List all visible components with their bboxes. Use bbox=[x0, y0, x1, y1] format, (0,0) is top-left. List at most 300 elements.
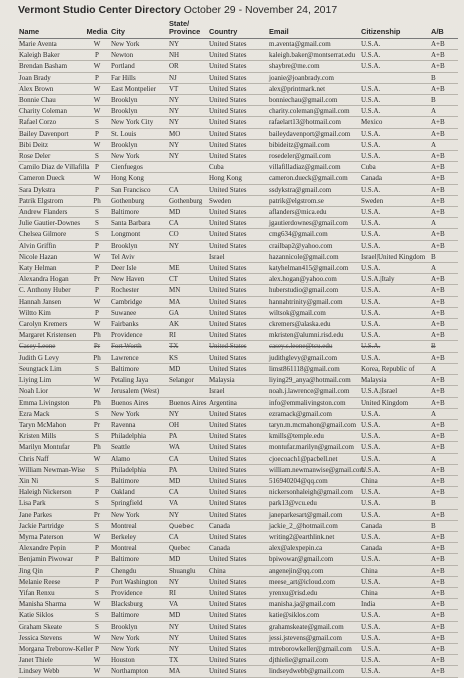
cell-ab: B bbox=[430, 520, 458, 531]
cell-ab: A+B bbox=[430, 207, 458, 218]
cell-state: MD bbox=[168, 363, 208, 374]
table-row bbox=[18, 375, 458, 386]
cell-state: NY bbox=[168, 39, 208, 50]
cell-media: W bbox=[84, 386, 110, 397]
cell-name: Bailey Davenport bbox=[18, 128, 84, 139]
cell-city: Portland bbox=[110, 61, 168, 72]
cell-citizenship: U.S.A. bbox=[360, 263, 430, 274]
cell-citizenship: U.S.A. bbox=[360, 39, 430, 50]
table-row bbox=[18, 72, 458, 83]
cell-citizenship: U.S.A. bbox=[360, 666, 430, 677]
cell-city: Cienfuegos bbox=[110, 162, 168, 173]
cell-city: Lawrence bbox=[110, 352, 168, 363]
cell-city: Far Hills bbox=[110, 72, 168, 83]
cell-email: aflanders@mica.edu bbox=[268, 207, 360, 218]
cell-state: VA bbox=[168, 599, 208, 610]
cell-citizenship: Cuba bbox=[360, 162, 430, 173]
column-header-email: Email bbox=[268, 20, 360, 39]
cell-city: Baltimore bbox=[110, 475, 168, 486]
table-row bbox=[18, 352, 458, 363]
cell-media: P bbox=[84, 543, 110, 554]
table-row bbox=[18, 431, 458, 442]
cell-city: Brooklyn bbox=[110, 621, 168, 632]
cell-email: katyhelman415@gmail.com bbox=[268, 263, 360, 274]
cell-media: Ph bbox=[84, 397, 110, 408]
cell-media: W bbox=[84, 106, 110, 117]
cell-city: New York bbox=[110, 39, 168, 50]
cell-state: CA bbox=[168, 531, 208, 542]
cell-ab: A+B bbox=[430, 576, 458, 587]
cell-ab: A+B bbox=[430, 587, 458, 598]
cell-state: NY bbox=[168, 95, 208, 106]
title-text: Vermont Studio Center Directory bbox=[18, 4, 181, 16]
cell-ab: A+B bbox=[430, 296, 458, 307]
cell-citizenship: U.S.A. bbox=[360, 419, 430, 430]
cell-email: hazannicole@gmail.com bbox=[268, 251, 360, 262]
cell-city: Santa Barbara bbox=[110, 218, 168, 229]
cell-country: Cuba bbox=[208, 162, 268, 173]
cell-media: S bbox=[84, 475, 110, 486]
table-row bbox=[18, 128, 458, 139]
cell-citizenship: U.S.A. bbox=[360, 307, 430, 318]
cell-email: mtreborowkeller@gmail.com bbox=[268, 643, 360, 654]
cell-state: NY bbox=[168, 576, 208, 587]
cell-country: United States bbox=[208, 509, 268, 520]
table-row bbox=[18, 442, 458, 453]
table-row bbox=[18, 61, 458, 72]
cell-media: Pr bbox=[84, 274, 110, 285]
cell-name: Camilo Diaz de Villafilla bbox=[19, 163, 90, 172]
cell-citizenship: U.S.A. bbox=[360, 218, 430, 229]
table-row bbox=[18, 587, 458, 598]
cell-state: NY bbox=[168, 621, 208, 632]
cell-email: huberstudio@gmail.com bbox=[268, 285, 360, 296]
cell-citizenship: U.S.A.|Israel bbox=[360, 386, 430, 397]
cell-ab: A+B bbox=[430, 666, 458, 677]
cell-email: crailbap2@yahoo.com bbox=[268, 240, 360, 251]
cell-name: Sara Dykstra bbox=[18, 184, 84, 195]
cell-citizenship: U.S.A.|Italy bbox=[360, 274, 430, 285]
cell-media: S bbox=[84, 464, 110, 475]
cell-name: Cameron Dueck bbox=[18, 173, 84, 184]
table-row bbox=[18, 218, 458, 229]
column-header-name: Name bbox=[18, 20, 84, 39]
table-row bbox=[18, 296, 458, 307]
cell-state: NY bbox=[168, 240, 208, 251]
cell-city: Chengdu bbox=[110, 565, 168, 576]
cell-citizenship: Canada bbox=[360, 173, 430, 184]
cell-ab: A+B bbox=[430, 599, 458, 610]
cell-country: United States bbox=[208, 408, 268, 419]
cell-ab: A+B bbox=[430, 431, 458, 442]
cell-citizenship: Sweden bbox=[360, 195, 430, 206]
table-row bbox=[18, 117, 458, 128]
cell-citizenship: U.S.A. bbox=[360, 509, 430, 520]
cell-country: United States bbox=[208, 498, 268, 509]
cell-country: United States bbox=[208, 61, 268, 72]
cell-email: janeparkesart@gmail.com bbox=[268, 509, 360, 520]
cell-citizenship: U.S.A. bbox=[360, 207, 430, 218]
cell-state: MO bbox=[168, 128, 208, 139]
cell-ab: A+B bbox=[430, 229, 458, 240]
cell-state: Quebec bbox=[168, 543, 208, 554]
cell-state: NH bbox=[168, 50, 208, 61]
cell-email: jessi.jstevens@gmail.com bbox=[268, 632, 360, 643]
cell-country: United States bbox=[208, 341, 268, 352]
cell-media: S bbox=[84, 117, 110, 128]
cell-email: lindseydwebb@gmail.com bbox=[268, 666, 360, 677]
cell-city: Tel Aviv bbox=[110, 251, 168, 262]
cell-country: United States bbox=[208, 307, 268, 318]
cell-name: Janet Thiele bbox=[18, 655, 84, 666]
cell-name: Joan Brady bbox=[18, 72, 84, 83]
cell-name: Casey Leone bbox=[18, 341, 84, 352]
table-row bbox=[18, 386, 458, 397]
cell-citizenship: U.S.A. bbox=[360, 128, 430, 139]
table-row bbox=[18, 475, 458, 486]
table-row bbox=[18, 319, 458, 330]
cell-state: Quebec bbox=[168, 520, 208, 531]
cell-country: Hong Kong bbox=[208, 173, 268, 184]
cell-ab: A+B bbox=[430, 128, 458, 139]
cell-name: Lindsey Webb bbox=[18, 666, 84, 677]
cell-media: W bbox=[84, 95, 110, 106]
cell-media: P bbox=[84, 285, 110, 296]
cell-city: Houston bbox=[110, 655, 168, 666]
cell-name: Nicole Hazan bbox=[18, 251, 84, 262]
cell-city: East Montpelier bbox=[110, 83, 168, 94]
cell-country: United States bbox=[208, 587, 268, 598]
table-row bbox=[18, 274, 458, 285]
cell-media: P bbox=[84, 128, 110, 139]
cell-name: Patrik Elgstrom bbox=[18, 195, 84, 206]
header-row bbox=[18, 20, 458, 39]
cell-country: Canada bbox=[208, 543, 268, 554]
cell-media: S bbox=[84, 621, 110, 632]
cell-state: CO bbox=[168, 229, 208, 240]
cell-ab: A+B bbox=[430, 61, 458, 72]
cell-state: NY bbox=[168, 643, 208, 654]
cell-name: Chris Naff bbox=[18, 453, 84, 464]
table-row bbox=[18, 408, 458, 419]
cell-email: ssdykstra@gmail.com bbox=[268, 184, 360, 195]
cell-city: Port Washington bbox=[110, 576, 168, 587]
cell-name: Taryn McMahon bbox=[18, 419, 84, 430]
cell-email: ckremers@alaska.edu bbox=[268, 319, 360, 330]
cell-citizenship: U.S.A. bbox=[360, 240, 430, 251]
cell-name: Julie Gautier-Downes bbox=[18, 218, 84, 229]
cell-citizenship: China bbox=[360, 565, 430, 576]
cell-country: United States bbox=[208, 274, 268, 285]
cell-country: United States bbox=[208, 319, 268, 330]
cell-name: Haleigh Nickerson bbox=[18, 487, 84, 498]
cell-name: Kristen Mills bbox=[18, 431, 84, 442]
cell-email: kmills@temple.edu bbox=[268, 431, 360, 442]
cell-ab: A+B bbox=[430, 487, 458, 498]
cell-citizenship: Canada bbox=[360, 543, 430, 554]
cell-email: jackie_2_@hotmail.com bbox=[268, 520, 360, 531]
cell-ab: A+B bbox=[430, 184, 458, 195]
table-row bbox=[18, 397, 458, 408]
cell-media: P bbox=[84, 184, 110, 195]
cell-media: P bbox=[84, 643, 110, 654]
column-header-country: Country bbox=[208, 20, 268, 39]
cell-citizenship: Mexico bbox=[360, 117, 430, 128]
cell-citizenship: U.S.A. bbox=[360, 498, 430, 509]
column-header-state: State/ Province bbox=[168, 20, 208, 39]
cell-ab: A+B bbox=[430, 442, 458, 453]
cell-email: alex@alexpepin.ca bbox=[268, 543, 360, 554]
cell-media: W bbox=[84, 632, 110, 643]
cell-ab: A+B bbox=[430, 386, 458, 397]
cell-media: P bbox=[84, 72, 110, 83]
cell-name: Yifan Renxu bbox=[18, 587, 84, 598]
cell-country: United States bbox=[208, 50, 268, 61]
cell-city: Brooklyn bbox=[110, 95, 168, 106]
cell-name: Manisha Sharma bbox=[18, 599, 84, 610]
cell-citizenship: U.S.A. bbox=[360, 50, 430, 61]
cell-media: W bbox=[84, 296, 110, 307]
cell-city: Providence bbox=[110, 330, 168, 341]
cell-country: United States bbox=[208, 655, 268, 666]
cell-media: Pr bbox=[84, 341, 110, 352]
cell-email: m.aventa@gmail.com bbox=[268, 39, 360, 50]
cell-city: New York bbox=[110, 408, 168, 419]
cell-name: Alexandra Hogan bbox=[18, 274, 84, 285]
cell-country: United States bbox=[208, 285, 268, 296]
cell-ab: A bbox=[430, 218, 458, 229]
cell-city: Brooklyn bbox=[110, 139, 168, 150]
cell-city: Rochester bbox=[110, 285, 168, 296]
cell-media: P bbox=[84, 307, 110, 318]
table-row bbox=[18, 621, 458, 632]
cell-media: S bbox=[84, 498, 110, 509]
cell-ab: A+B bbox=[430, 610, 458, 621]
table-row bbox=[18, 509, 458, 520]
cell-media: Ph bbox=[84, 330, 110, 341]
cell-country: United States bbox=[208, 263, 268, 274]
table-row bbox=[18, 632, 458, 643]
cell-city: Montreal bbox=[110, 520, 168, 531]
cell-citizenship: U.S.A. bbox=[360, 95, 430, 106]
cell-email: shaybre@me.com bbox=[268, 61, 360, 72]
cell-ab: A+B bbox=[430, 39, 458, 50]
cell-citizenship: U.S.A. bbox=[360, 352, 430, 363]
cell-state: PA bbox=[168, 431, 208, 442]
cell-email: rosedeler@gmail.com bbox=[268, 151, 360, 162]
cell-citizenship: Canada bbox=[360, 520, 430, 531]
cell-name: Xin Ni bbox=[18, 475, 84, 486]
cell-name: Jessica Stevens bbox=[18, 632, 84, 643]
cell-city: San Francisco bbox=[110, 184, 168, 195]
cell-city: New York bbox=[110, 632, 168, 643]
cell-country: United States bbox=[208, 330, 268, 341]
cell-city: Cambridge bbox=[110, 296, 168, 307]
cell-email: william.newmanwise@gmail.com bbox=[269, 465, 365, 474]
cell-country: United States bbox=[208, 643, 268, 654]
cell-city: Seattle bbox=[110, 442, 168, 453]
cell-media: W bbox=[84, 83, 110, 94]
table-row bbox=[18, 184, 458, 195]
cell-ab: A bbox=[430, 408, 458, 419]
cell-city: Fairbanks bbox=[110, 319, 168, 330]
cell-citizenship: U.S.A. bbox=[360, 431, 430, 442]
cell-state: PA bbox=[168, 464, 208, 475]
cell-city: Fort Worth bbox=[110, 341, 168, 352]
cell-citizenship: U.S.A. bbox=[360, 610, 430, 621]
cell-state: NJ bbox=[168, 72, 208, 83]
cell-state: CA bbox=[168, 184, 208, 195]
cell-media: S bbox=[84, 363, 110, 374]
cell-email: bonniechau@gmail.com bbox=[268, 95, 360, 106]
table-row bbox=[18, 95, 458, 106]
table-row bbox=[18, 520, 458, 531]
cell-media: W bbox=[84, 666, 110, 677]
cell-name: Margaret Kristensen bbox=[18, 330, 84, 341]
cell-media: W bbox=[84, 173, 110, 184]
cell-ab: A+B bbox=[430, 565, 458, 576]
cell-country: United States bbox=[208, 487, 268, 498]
cell-email: alex.hogan@yahoo.com bbox=[268, 274, 360, 285]
cell-country: United States bbox=[208, 554, 268, 565]
cell-media: Ph bbox=[84, 442, 110, 453]
cell-name: Bibi Deitz bbox=[18, 139, 84, 150]
cell-country: United States bbox=[208, 419, 268, 430]
cell-ab: A bbox=[430, 106, 458, 117]
cell-ab: A+B bbox=[430, 173, 458, 184]
cell-ab: A+B bbox=[430, 162, 458, 173]
cell-country: United States bbox=[208, 151, 268, 162]
cell-citizenship: U.S.A. bbox=[360, 296, 430, 307]
cell-state: Buenos Aires bbox=[169, 398, 207, 407]
cell-media: W bbox=[84, 39, 110, 50]
table-row bbox=[18, 643, 458, 654]
cell-citizenship: U.S.A. bbox=[360, 464, 430, 475]
cell-email: manisha.ja@gmail.com bbox=[268, 599, 360, 610]
cell-city: Berkeley bbox=[110, 531, 168, 542]
cell-country: United States bbox=[208, 95, 268, 106]
cell-state: ME bbox=[168, 263, 208, 274]
cell-citizenship: U.S.A. bbox=[360, 576, 430, 587]
cell-name: Hannah Jansen bbox=[18, 296, 84, 307]
table-row bbox=[18, 151, 458, 162]
cell-country: United States bbox=[208, 442, 268, 453]
cell-ab: A+B bbox=[430, 397, 458, 408]
cell-citizenship: U.S.A. bbox=[360, 442, 430, 453]
cell-citizenship: U.S.A. bbox=[360, 632, 430, 643]
cell-name: Alex Brown bbox=[18, 83, 84, 94]
cell-email: baileydavenport@gmail.com bbox=[268, 128, 360, 139]
table-row bbox=[18, 139, 458, 150]
cell-ab: A+B bbox=[430, 531, 458, 542]
cell-name: Morgana Treborow-Keller bbox=[19, 644, 93, 653]
cell-media: S bbox=[84, 610, 110, 621]
cell-media: W bbox=[84, 655, 110, 666]
cell-ab: A+B bbox=[430, 330, 458, 341]
cell-name: Andrew Flanders bbox=[18, 207, 84, 218]
cell-name: Jackie Partridge bbox=[18, 520, 84, 531]
cell-state: RI bbox=[168, 587, 208, 598]
cell-state: NY bbox=[168, 632, 208, 643]
cell-country: Argentina bbox=[208, 397, 268, 408]
cell-ab: A bbox=[430, 363, 458, 374]
cell-ab: A+B bbox=[430, 419, 458, 430]
cell-citizenship: U.S.A. bbox=[360, 330, 430, 341]
cell-citizenship: U.S.A. bbox=[360, 621, 430, 632]
column-header-ab: A/B bbox=[430, 20, 458, 39]
cell-citizenship: U.S.A. bbox=[360, 61, 430, 72]
cell-ab: B bbox=[430, 341, 458, 352]
cell-state: MD bbox=[168, 554, 208, 565]
table-row bbox=[18, 330, 458, 341]
cell-state: TX bbox=[168, 341, 208, 352]
cell-email: cmg634@gmail.com bbox=[268, 229, 360, 240]
cell-citizenship: U.S.A. bbox=[360, 554, 430, 565]
cell-ab: A+B bbox=[430, 285, 458, 296]
cell-ab: A+B bbox=[430, 655, 458, 666]
cell-country: United States bbox=[208, 139, 268, 150]
cell-ab: A bbox=[430, 453, 458, 464]
cell-country: United States bbox=[208, 229, 268, 240]
cell-citizenship: Korea, Republic of bbox=[360, 363, 430, 374]
cell-country: United States bbox=[208, 610, 268, 621]
cell-state: MD bbox=[168, 475, 208, 486]
cell-email: park13@vcu.edu bbox=[268, 498, 360, 509]
cell-media: S bbox=[84, 229, 110, 240]
cell-country: United States bbox=[208, 666, 268, 677]
cell-city: New York bbox=[110, 643, 168, 654]
cell-country: Israel bbox=[208, 251, 268, 262]
cell-state: OH bbox=[168, 419, 208, 430]
cell-country: United States bbox=[208, 621, 268, 632]
cell-city: Montreal bbox=[110, 543, 168, 554]
cell-country: Israel bbox=[208, 386, 268, 397]
cell-country: United States bbox=[208, 431, 268, 442]
cell-ab: A+B bbox=[430, 195, 458, 206]
cell-city: Alamo bbox=[110, 453, 168, 464]
cell-ab: B bbox=[430, 72, 458, 83]
cell-citizenship bbox=[360, 72, 430, 83]
cell-email: liying29_anya@hotmail.com bbox=[268, 375, 360, 386]
cell-email: charity.coleman@gmail.com bbox=[268, 106, 360, 117]
cell-media: W bbox=[84, 61, 110, 72]
cell-city: Baltimore bbox=[110, 363, 168, 374]
table-row bbox=[18, 83, 458, 94]
table-row bbox=[18, 543, 458, 554]
cell-email: limst861118@gmail.com bbox=[268, 363, 360, 374]
cell-citizenship: China bbox=[360, 475, 430, 486]
cell-country: United States bbox=[208, 352, 268, 363]
cell-ab: A+B bbox=[430, 464, 458, 475]
cell-name: Rose Deler bbox=[18, 151, 84, 162]
cell-city: Brooklyn bbox=[110, 240, 168, 251]
cell-email: bibideitz@gmail.com bbox=[268, 139, 360, 150]
cell-name: Emma Livingston bbox=[18, 397, 84, 408]
cell-country: United States bbox=[208, 464, 268, 475]
cell-country: United States bbox=[208, 83, 268, 94]
cell-country: United States bbox=[208, 207, 268, 218]
cell-name: Benjamin Piwowar bbox=[18, 554, 84, 565]
table-row bbox=[18, 453, 458, 464]
cell-city: Deer Isle bbox=[110, 263, 168, 274]
cell-media: P bbox=[84, 565, 110, 576]
cell-state: RI bbox=[168, 330, 208, 341]
table-row bbox=[18, 531, 458, 542]
cell-name: Kaleigh Baker bbox=[18, 50, 84, 61]
cell-media: P bbox=[84, 576, 110, 587]
cell-ab: A+B bbox=[430, 240, 458, 251]
cell-name: Marilyn Montufar bbox=[18, 442, 84, 453]
